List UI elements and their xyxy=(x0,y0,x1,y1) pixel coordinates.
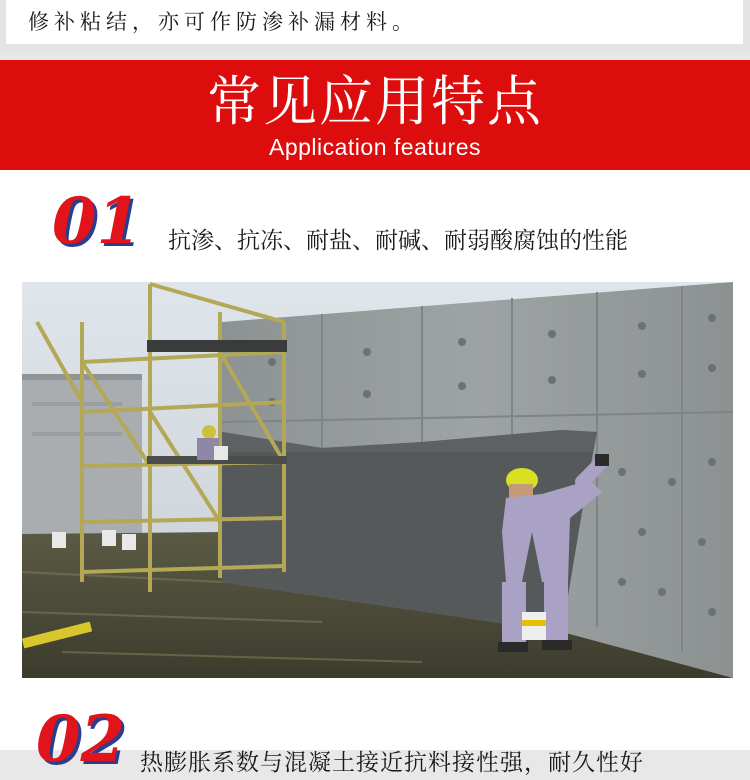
top-description-text: 修补粘结，亦可作防渗补漏材料。 xyxy=(28,10,418,34)
feature-text-01: 抗渗、抗冻、耐盐、耐碱、耐弱酸腐蚀的性能 xyxy=(168,228,628,254)
banner-subtitle: Application features xyxy=(268,134,481,160)
feature-number-02: 02 xyxy=(36,702,126,777)
feature-text-02: 热膨胀系数与混凝土接近抗料接性强，耐久性好 xyxy=(140,750,644,776)
banner-title: 常见应用特点 xyxy=(207,70,543,133)
top-strip xyxy=(0,0,750,52)
feature-number-01: 01 xyxy=(52,184,142,259)
section-banner xyxy=(0,60,750,170)
features-content xyxy=(0,170,750,777)
construction-photo xyxy=(22,282,733,678)
top-card xyxy=(6,0,743,44)
construction-photo-icon xyxy=(22,282,733,678)
